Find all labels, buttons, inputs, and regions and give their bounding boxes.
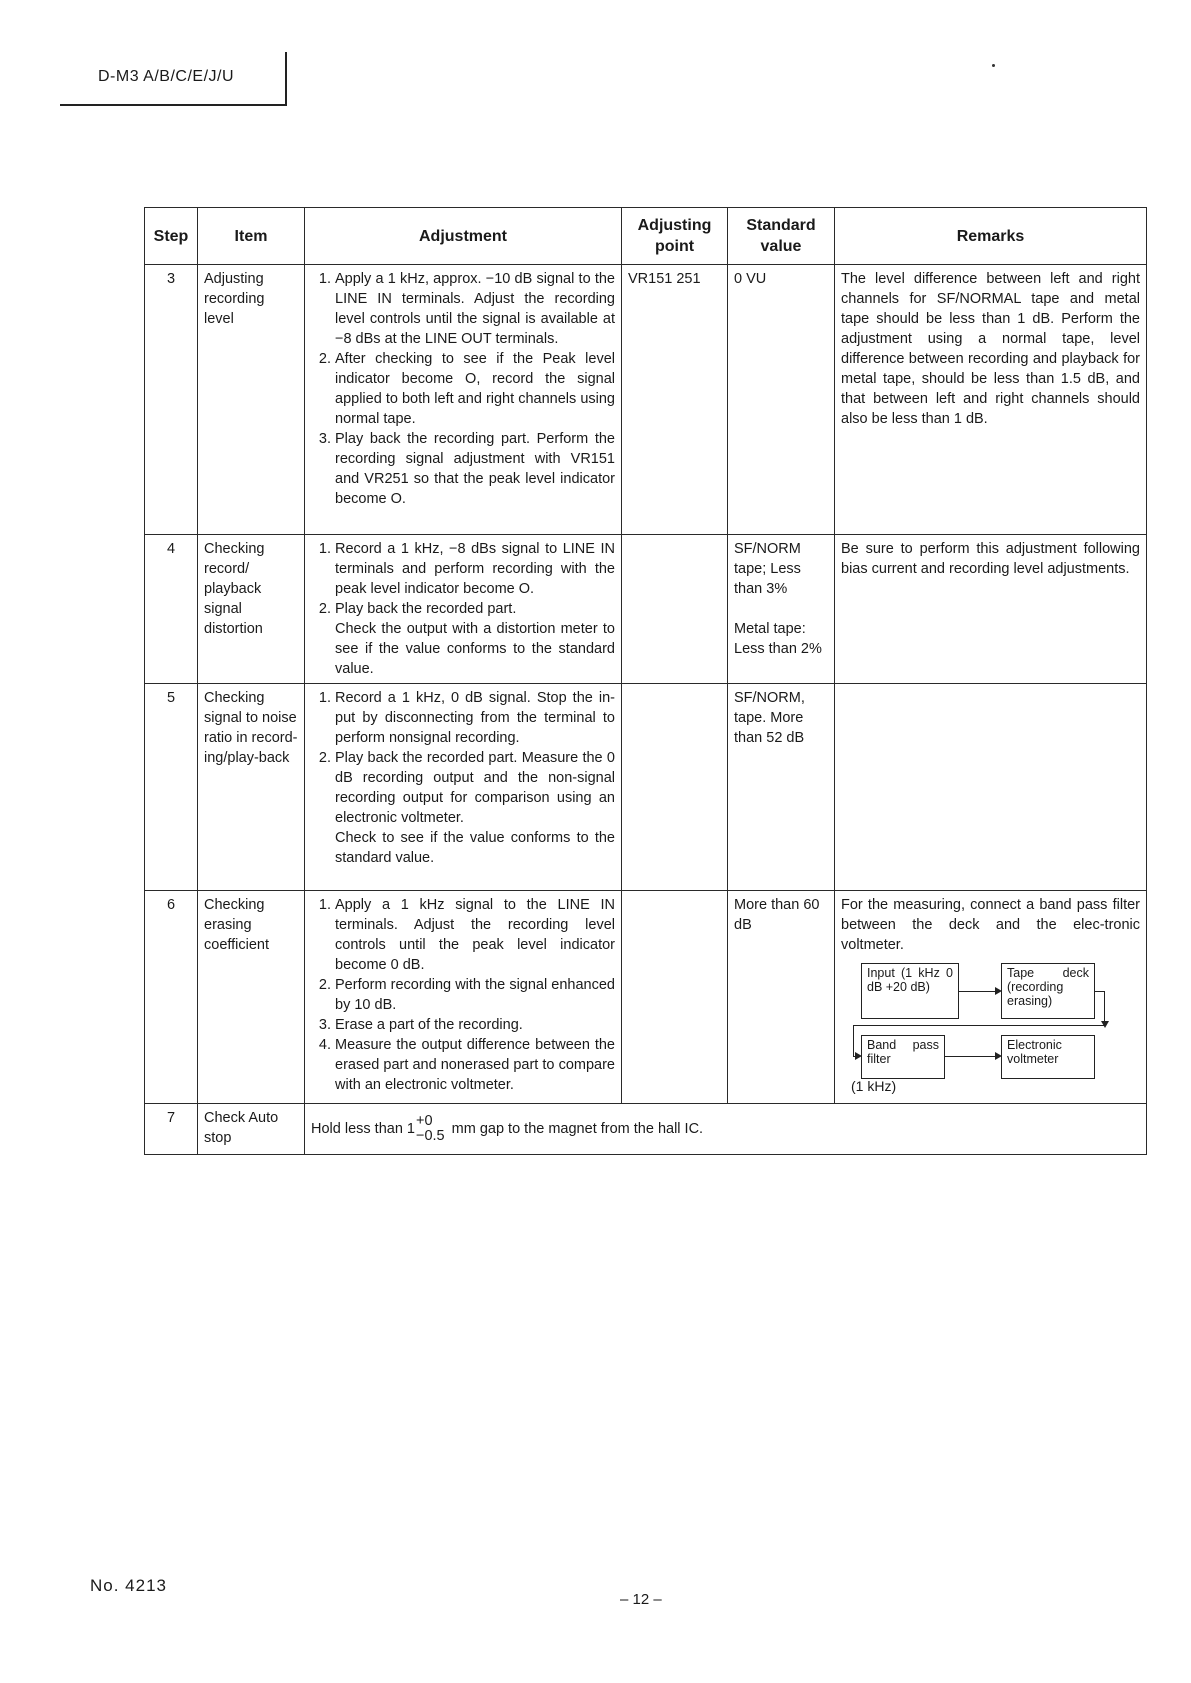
adjustment-procedure: [305, 891, 622, 1104]
arrow-right-icon: [995, 1052, 1002, 1060]
col-adjusting-point-header: Adjusting point: [622, 208, 728, 265]
diagram-wire: [959, 991, 997, 992]
standard-value-sf-norm: SF/NORM tape; Less than 3%: [734, 541, 801, 597]
adjusting-point: [622, 535, 728, 684]
auto-stop-text-after: mm gap to the magnet from the hall IC.: [451, 1120, 704, 1137]
step-number: 3: [145, 265, 198, 535]
standard-value: More than 60 dB: [728, 891, 835, 1104]
page-number: – 12 –: [620, 1591, 662, 1608]
adjustment-step: [335, 748, 615, 868]
col-remarks-header: Remarks: [835, 208, 1147, 265]
remarks: [835, 891, 1147, 1104]
step-number: 5: [145, 684, 198, 891]
tolerance-lower: −0.5: [415, 1128, 445, 1144]
arrow-right-icon: [855, 1052, 862, 1060]
col-item-header: Item: [198, 208, 305, 265]
header-divider-vertical: [285, 52, 287, 106]
adjustment-step: 1. Apply a 1 kHz signal to the LINE IN terminals. Adjust the recording level controls until the peak level indicator become 0 dB.: [335, 895, 615, 975]
document-number: No. 4213: [90, 1576, 167, 1595]
diagram-input-box: Input (1 kHz 0 dB +20 dB): [861, 963, 959, 1019]
adjustment-step: 2. After checking to see if the Peak level indicator become O, record the signal applied to both left and right channels using normal tape.: [335, 349, 615, 429]
step-number: 4: [145, 535, 198, 684]
tolerance-upper: +0: [415, 1113, 433, 1129]
diagram-band-pass-box: Band pass filter: [861, 1035, 945, 1079]
adjustment-procedure: [305, 535, 622, 684]
diagram-wire: [945, 1056, 997, 1057]
diagram-tape-deck-box: Tape deck (recording erasing): [1001, 963, 1095, 1019]
auto-stop-text-before: Hold less than 1: [311, 1120, 415, 1137]
tolerance: [416, 1114, 445, 1144]
table-row: [145, 535, 1147, 684]
remarks: Be sure to perform this adjustment following bias current and recording level adjustments.: [835, 535, 1147, 684]
diagram-voltmeter-box: Electronic voltmeter: [1001, 1035, 1095, 1079]
standard-value-metal: Metal tape: Less than 2%: [734, 621, 822, 657]
item-name: Checking record/ playback signal distortion: [198, 535, 305, 684]
adjustment-step: 2. Perform recording with the signal enhanced by 10 dB.: [335, 975, 615, 1015]
step-number: 7: [145, 1104, 198, 1155]
col-step-header: Step: [145, 208, 198, 265]
adjustment-procedure: [305, 684, 622, 891]
remarks: The level difference between left and right channels for SF/NORMAL tape and metal tape should be less than 1 dB. Perform the adjustment using a normal tape, level difference between recording and playback for metal tape, should be less than 1.5 dB, and that between left and right channels should also be less than 1 dB.: [835, 265, 1147, 535]
col-adjustment-header: Adjustment: [305, 208, 622, 265]
standard-value: [728, 535, 835, 684]
adjustment-step: 3. Erase a part of the recording.: [335, 1015, 615, 1035]
standard-value: SF/NORM, tape. More than 52 dB: [728, 684, 835, 891]
scan-speck: [992, 64, 995, 67]
remarks-text: For the measuring, connect a band pass filter between the deck and the elec-tronic voltmeter.: [841, 897, 1140, 953]
measurement-block-diagram: [841, 961, 1111, 1099]
model-number: D-M3 A/B/C/E/J/U: [98, 68, 235, 85]
item-name: Adjusting recording level: [198, 265, 305, 535]
item-name: Checking signal to noise ratio in record-ing/play-back: [198, 684, 305, 891]
col-standard-value-header: Standard value: [728, 208, 835, 265]
auto-stop-specification: [305, 1104, 1147, 1155]
adjustment-step: 3. Play back the recording part. Perform the recording signal adjustment with VR151 and VR251 so that the peak level indicator become O.: [335, 429, 615, 509]
adjustment-procedure: [305, 265, 622, 535]
diagram-frequency-label: (1 kHz): [851, 1078, 897, 1094]
table-row: [145, 1104, 1147, 1155]
adjustment-step-note: Check to see if the value conforms to the standard value.: [335, 830, 615, 866]
adjustment-step-text: 2. Play back the recorded part.: [335, 601, 517, 617]
adjustment-step: 4. Measure the output difference between the erased part and nonerased part to compare with an electronic voltmeter.: [335, 1035, 615, 1095]
item-name: Checking erasing coefficient: [198, 891, 305, 1104]
header-divider-horizontal: [60, 104, 286, 106]
table-row: [145, 684, 1147, 891]
adjustment-step: 1. Apply a 1 kHz, approx. −10 dB signal to the LINE IN terminals. Adjust the recording level controls until the signal is available at −8 dBs at the LINE OUT terminals.: [335, 269, 615, 349]
table-row: [145, 265, 1147, 535]
diagram-wire: [1104, 991, 1105, 1025]
adjusting-point: [622, 684, 728, 891]
adjusting-point: VR151 251: [622, 265, 728, 535]
step-number: 6: [145, 891, 198, 1104]
arrow-right-icon: [995, 987, 1002, 995]
adjustment-table: [144, 207, 1147, 1155]
table-header-row: [145, 208, 1147, 265]
diagram-wire: [853, 1025, 1105, 1026]
adjusting-point: [622, 891, 728, 1104]
remarks: [835, 684, 1147, 891]
standard-value: 0 VU: [728, 265, 835, 535]
item-name: Check Auto stop: [198, 1104, 305, 1155]
adjustment-step-note: Check the output with a distortion meter to see if the value conforms to the standard value.: [335, 621, 615, 677]
adjustment-step-text: 2. Play back the recorded part. Measure the 0 dB recording output and the non-signal recording output for comparison using an electronic voltmeter.: [335, 750, 615, 826]
adjustment-step: [335, 599, 615, 679]
table-row: [145, 891, 1147, 1104]
adjustment-step: 1. Record a 1 kHz, 0 dB signal. Stop the in-put by disconnecting from the terminal to perform nonsignal recording.: [335, 688, 615, 748]
adjustment-step: 1. Record a 1 kHz, −8 dBs signal to LINE IN terminals and perform recording with the peak level indicator become O.: [335, 539, 615, 599]
